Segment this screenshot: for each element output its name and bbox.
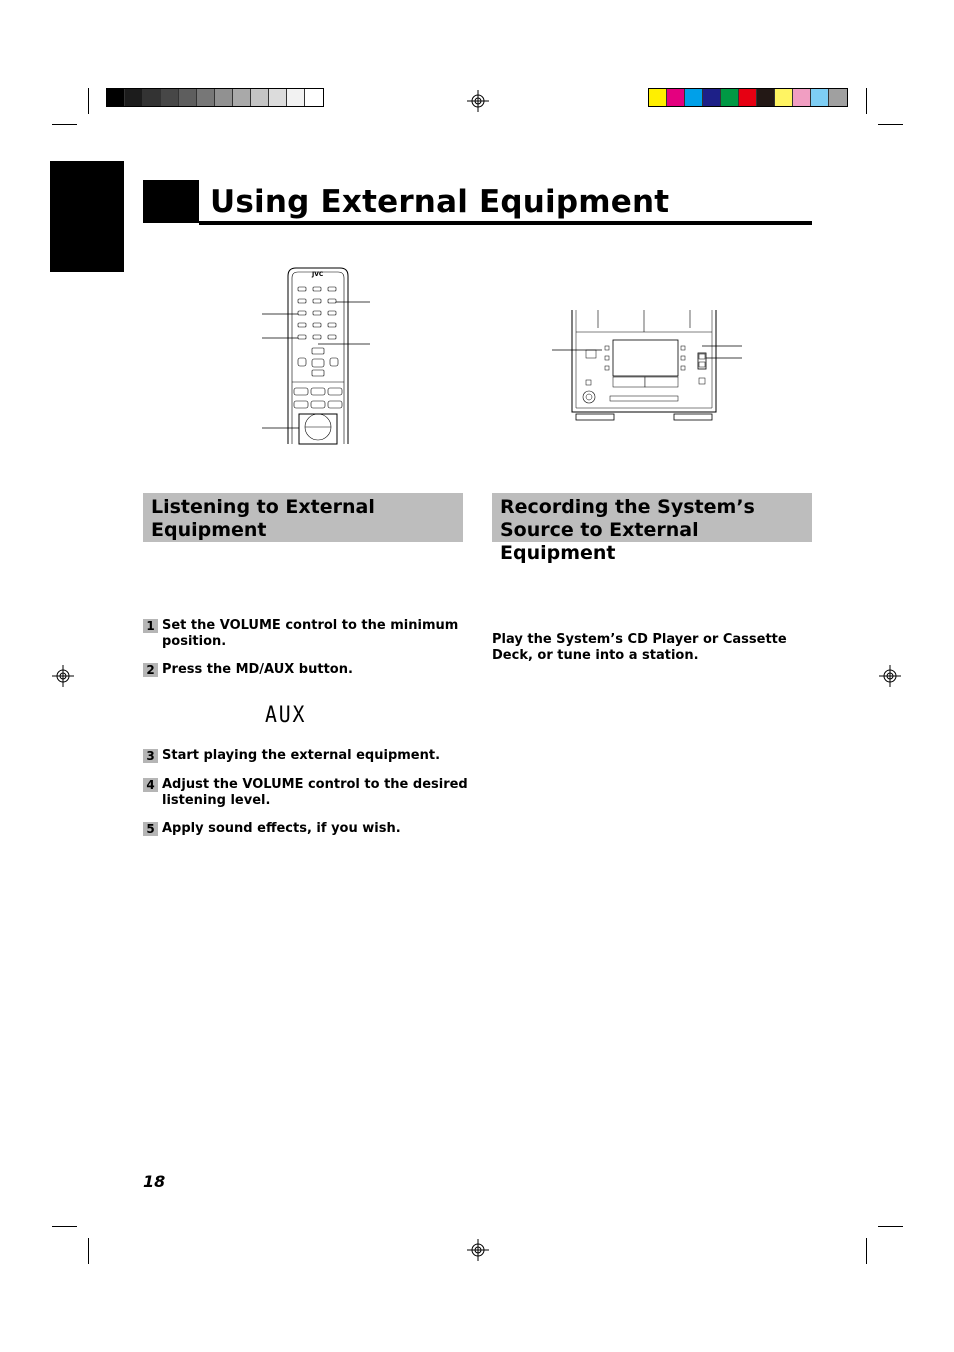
crop-mark [88, 88, 89, 114]
color-swatch [703, 89, 721, 106]
color-calibration-bar [648, 88, 848, 107]
step-text: Press the MD/AUX button. [162, 662, 353, 677]
recording-header-line1: Recording the System’s [500, 496, 755, 518]
page-title: Using External Equipment [210, 184, 670, 220]
color-swatch [179, 89, 197, 106]
color-swatch [739, 89, 757, 106]
step-4 [143, 777, 468, 809]
display-readout: AUX [265, 703, 307, 728]
title-rule [199, 221, 812, 225]
color-swatch [107, 89, 125, 106]
listening-header-line2: Equipment [151, 519, 267, 541]
recording-header-line2: Source to External Equipment [500, 519, 699, 564]
color-swatch [649, 89, 667, 106]
registration-mark-icon [467, 90, 489, 112]
color-swatch [829, 89, 847, 106]
color-swatch [775, 89, 793, 106]
recording-section-header [492, 493, 812, 564]
color-swatch [233, 89, 251, 106]
step-5 [143, 821, 468, 837]
crop-mark [52, 1226, 77, 1227]
color-swatch [287, 89, 305, 106]
step-number: 5 [143, 822, 158, 836]
crop-mark [88, 1238, 89, 1264]
step-number: 3 [143, 749, 158, 763]
color-swatch [811, 89, 829, 106]
step-text: Apply sound effects, if you wish. [162, 821, 401, 836]
color-swatch [251, 89, 269, 106]
page-number: 18 [143, 1172, 166, 1191]
color-swatch [667, 89, 685, 106]
step-text: Adjust the VOLUME control to the desired listening level. [162, 777, 468, 808]
crop-mark [866, 1238, 867, 1264]
color-swatch [793, 89, 811, 106]
color-swatch [721, 89, 739, 106]
registration-mark-icon [879, 665, 901, 687]
color-swatch [125, 89, 143, 106]
color-swatch [161, 89, 179, 106]
step-text: Start playing the external equipment. [162, 748, 441, 763]
step-number: 4 [143, 778, 158, 792]
title-block [143, 180, 199, 223]
color-swatch [197, 89, 215, 106]
chapter-tab [50, 161, 124, 272]
crop-mark [52, 124, 77, 125]
registration-mark-icon [52, 665, 74, 687]
registration-mark-icon [467, 1239, 489, 1261]
crop-mark [878, 1226, 903, 1227]
step-number: 2 [143, 663, 158, 677]
step-1 [143, 618, 468, 650]
color-swatch [215, 89, 233, 106]
color-swatch [757, 89, 775, 106]
recording-instruction: Play the System’s CD Player or Cassette Deck, or tune into a station. [492, 632, 787, 663]
listening-header-line1: Listening to External [151, 496, 375, 518]
crop-mark [878, 124, 903, 125]
color-swatch [305, 89, 323, 106]
listening-section-header [143, 493, 463, 542]
step-text: Set the VOLUME control to the minimum position. [162, 618, 459, 649]
remote-brand: JVC [312, 271, 324, 278]
color-swatch [143, 89, 161, 106]
step-2 [143, 662, 468, 678]
main-unit-illustration [552, 310, 744, 424]
color-swatch [269, 89, 287, 106]
step-number: 1 [143, 619, 158, 633]
grayscale-calibration-bar [106, 88, 324, 107]
step-3 [143, 748, 468, 764]
color-swatch [685, 89, 703, 106]
crop-mark [866, 88, 867, 114]
remote-control-illustration [262, 266, 374, 446]
